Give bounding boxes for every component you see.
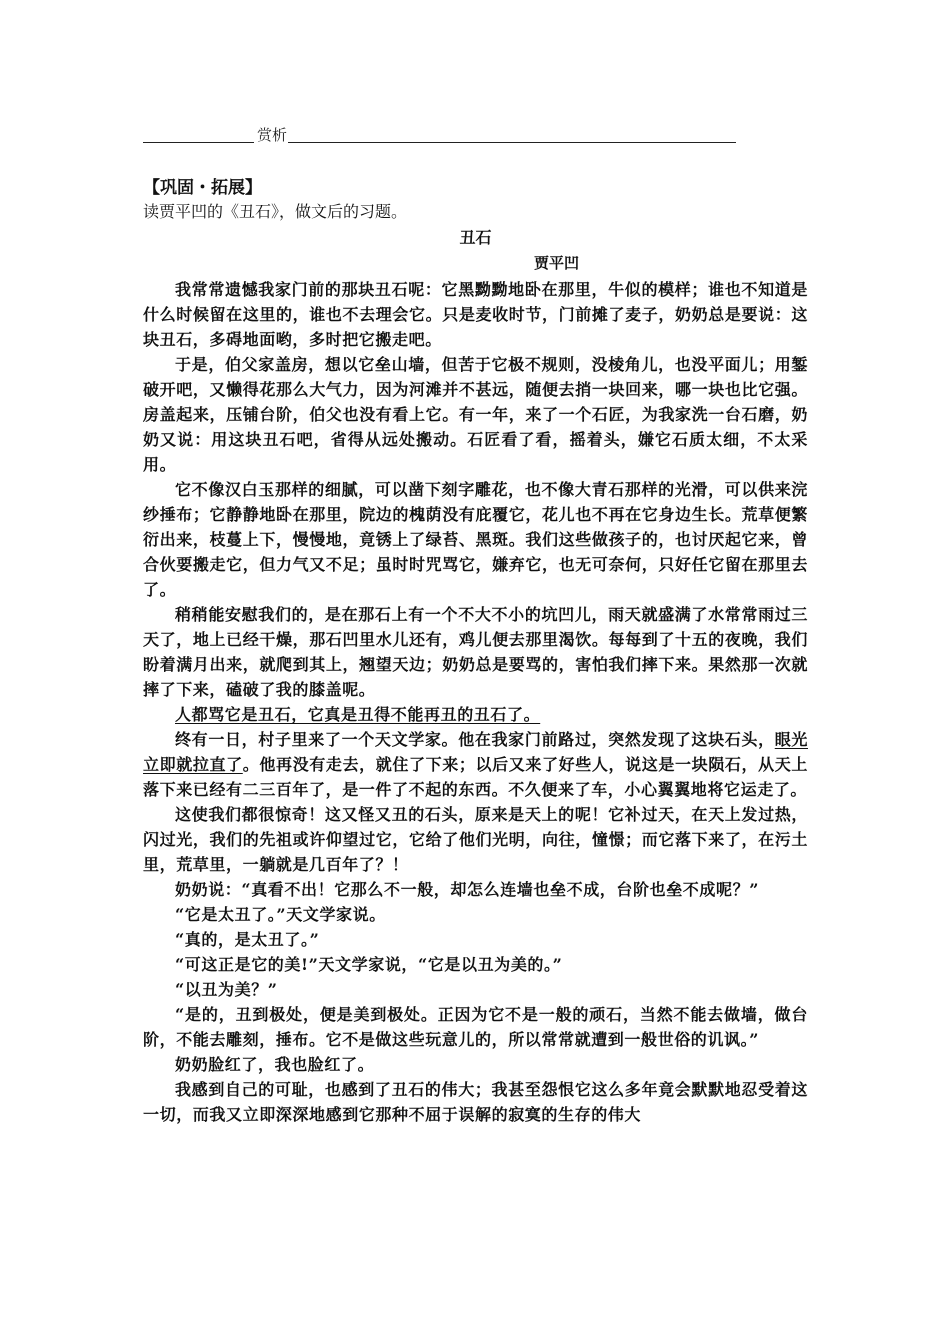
paragraph-8: 奶奶说：“真看不出！它那么不一般，却怎么连墙也垒不成，台阶也垒不成呢？” (175, 880, 760, 899)
paragraph-2: 于是，伯父家盖房，想以它垒山墙，但苦于它极不规则，没棱角儿，也没平面儿；用錾破开吧，又懒得花那么大气力，因为河滩并不甚远，随便去捎一块回来，哪一块也比它强。房盖起来，压铺台阶，伯父也没有看上它。有一年，来了一个石匠，为我家洗一台石磨，奶奶又说：用这块丑石吧，省得从远处搬动。石匠看了看，摇着头，嫌它石质太细，不太采用。 (143, 355, 808, 474)
paragraph-5-underlined (143, 702, 808, 727)
underlined-phrase: 眼光立即就拉直了 (143, 730, 808, 774)
paragraph-10: “真的，是太丑了。” (175, 930, 320, 949)
underlined-sentence: 人都骂它是丑石，它真是丑得不能再丑的丑石了。 (175, 705, 541, 724)
paragraph-4: 稍稍能安慰我们的，是在那石上有一个不大不小的坑凹儿，雨天就盛满了水常常雨过三天了，地上已经干燥，那石凹里水儿还有，鸡儿便去那里渴饮。每每到了十五的夜晚，我们盼着满月出来，就爬到其上，翘望天边；奶奶总是要骂的，害怕我们摔下来。果然那一次就摔了下来，磕破了我的膝盖呢。 (143, 605, 808, 699)
paragraph-9: “它是太丑了。”天文学家说。 (175, 905, 386, 924)
paragraph-6-part-2: 。他再没有走去，就住了下来；以后又来了好些人，说这是一块陨石，从天上落下来已经有二三百年了，是一件了不起的东西。不久便来了车，小心翼翼地将它运走了。 (143, 755, 808, 799)
article-author: 贾平凹 (534, 254, 580, 272)
paragraph-6 (143, 727, 808, 802)
paragraph-14: 奶奶脸红了，我也脸红了。 (175, 1055, 375, 1074)
content-area (143, 176, 808, 1127)
answer-blank-1 (143, 142, 254, 143)
analysis-answer-line (143, 124, 736, 146)
paragraph-13: “是的，丑到极处，便是美到极处。正因为它不是一般的顽石，当然不能去做墙，做台阶，不能去雕刻，捶布。它不是做这些玩意儿的，所以常常就遭到一般世俗的讥讽。” (143, 1005, 808, 1049)
paragraph-1: 我常常遗憾我家门前的那块丑石呢：它黑黝黝地卧在那里，牛似的模样；谁也不知道是什么时候留在这里的，谁也不去理会它。只是麦收时节，门前摊了麦子，奶奶总是要说：这块丑石，多碍地面哟，多时把它搬走吧。 (143, 280, 808, 349)
paragraph-7: 这使我们都很惊奇！这又怪又丑的石头，原来是天上的呢！它补过天，在天上发过热，闪过光，我们的先祖或许仰望过它，它给了他们光明，向往，憧憬；而它落下来了，在污土里，荒草里，一躺就是几百年了？！ (143, 805, 808, 874)
paragraph-12: “以丑为美？” (175, 980, 278, 999)
paragraph-15: 我感到自己的可耻，也感到了丑石的伟大；我甚至怨恨它这么多年竟会默默地忍受着这一切，而我又立即深深地感到它那种不屈于误解的寂寞的生存的伟大 (143, 1080, 808, 1124)
analysis-label: 赏析 (257, 126, 288, 144)
answer-blank-2 (288, 142, 736, 143)
section-heading: 【巩固・拓展】 (143, 178, 262, 198)
paragraph-11: “可这正是它的美!”天文学家说，“它是以丑为美的。” (175, 955, 563, 974)
article-body (143, 277, 808, 1127)
article-title: 丑石 (459, 228, 492, 247)
paragraph-3: 它不像汉白玉那样的细腻，可以凿下刻字雕花，也不像大青石那样的光滑，可以供来浣纱捶布；它静静地卧在那里，院边的槐荫没有庇覆它，花儿也不再在它身边生长。荒草便繁衍出来，枝蔓上下，慢慢地，竟锈上了绿苔、黑斑。我们这些做孩子的，也讨厌起它来，曾合伙要搬走它，但力气又不足；虽时时咒骂它，嫌弃它，也无可奈何，只好任它留在那里去了。 (143, 480, 808, 599)
instruction-text: 读贾平凹的《丑石》，做文后的习题。 (143, 202, 408, 221)
paragraph-6-part-1: 终有一日，村子里来了一个天文学家。他在我家门前路过，突然发现了这块石头， (175, 730, 775, 749)
